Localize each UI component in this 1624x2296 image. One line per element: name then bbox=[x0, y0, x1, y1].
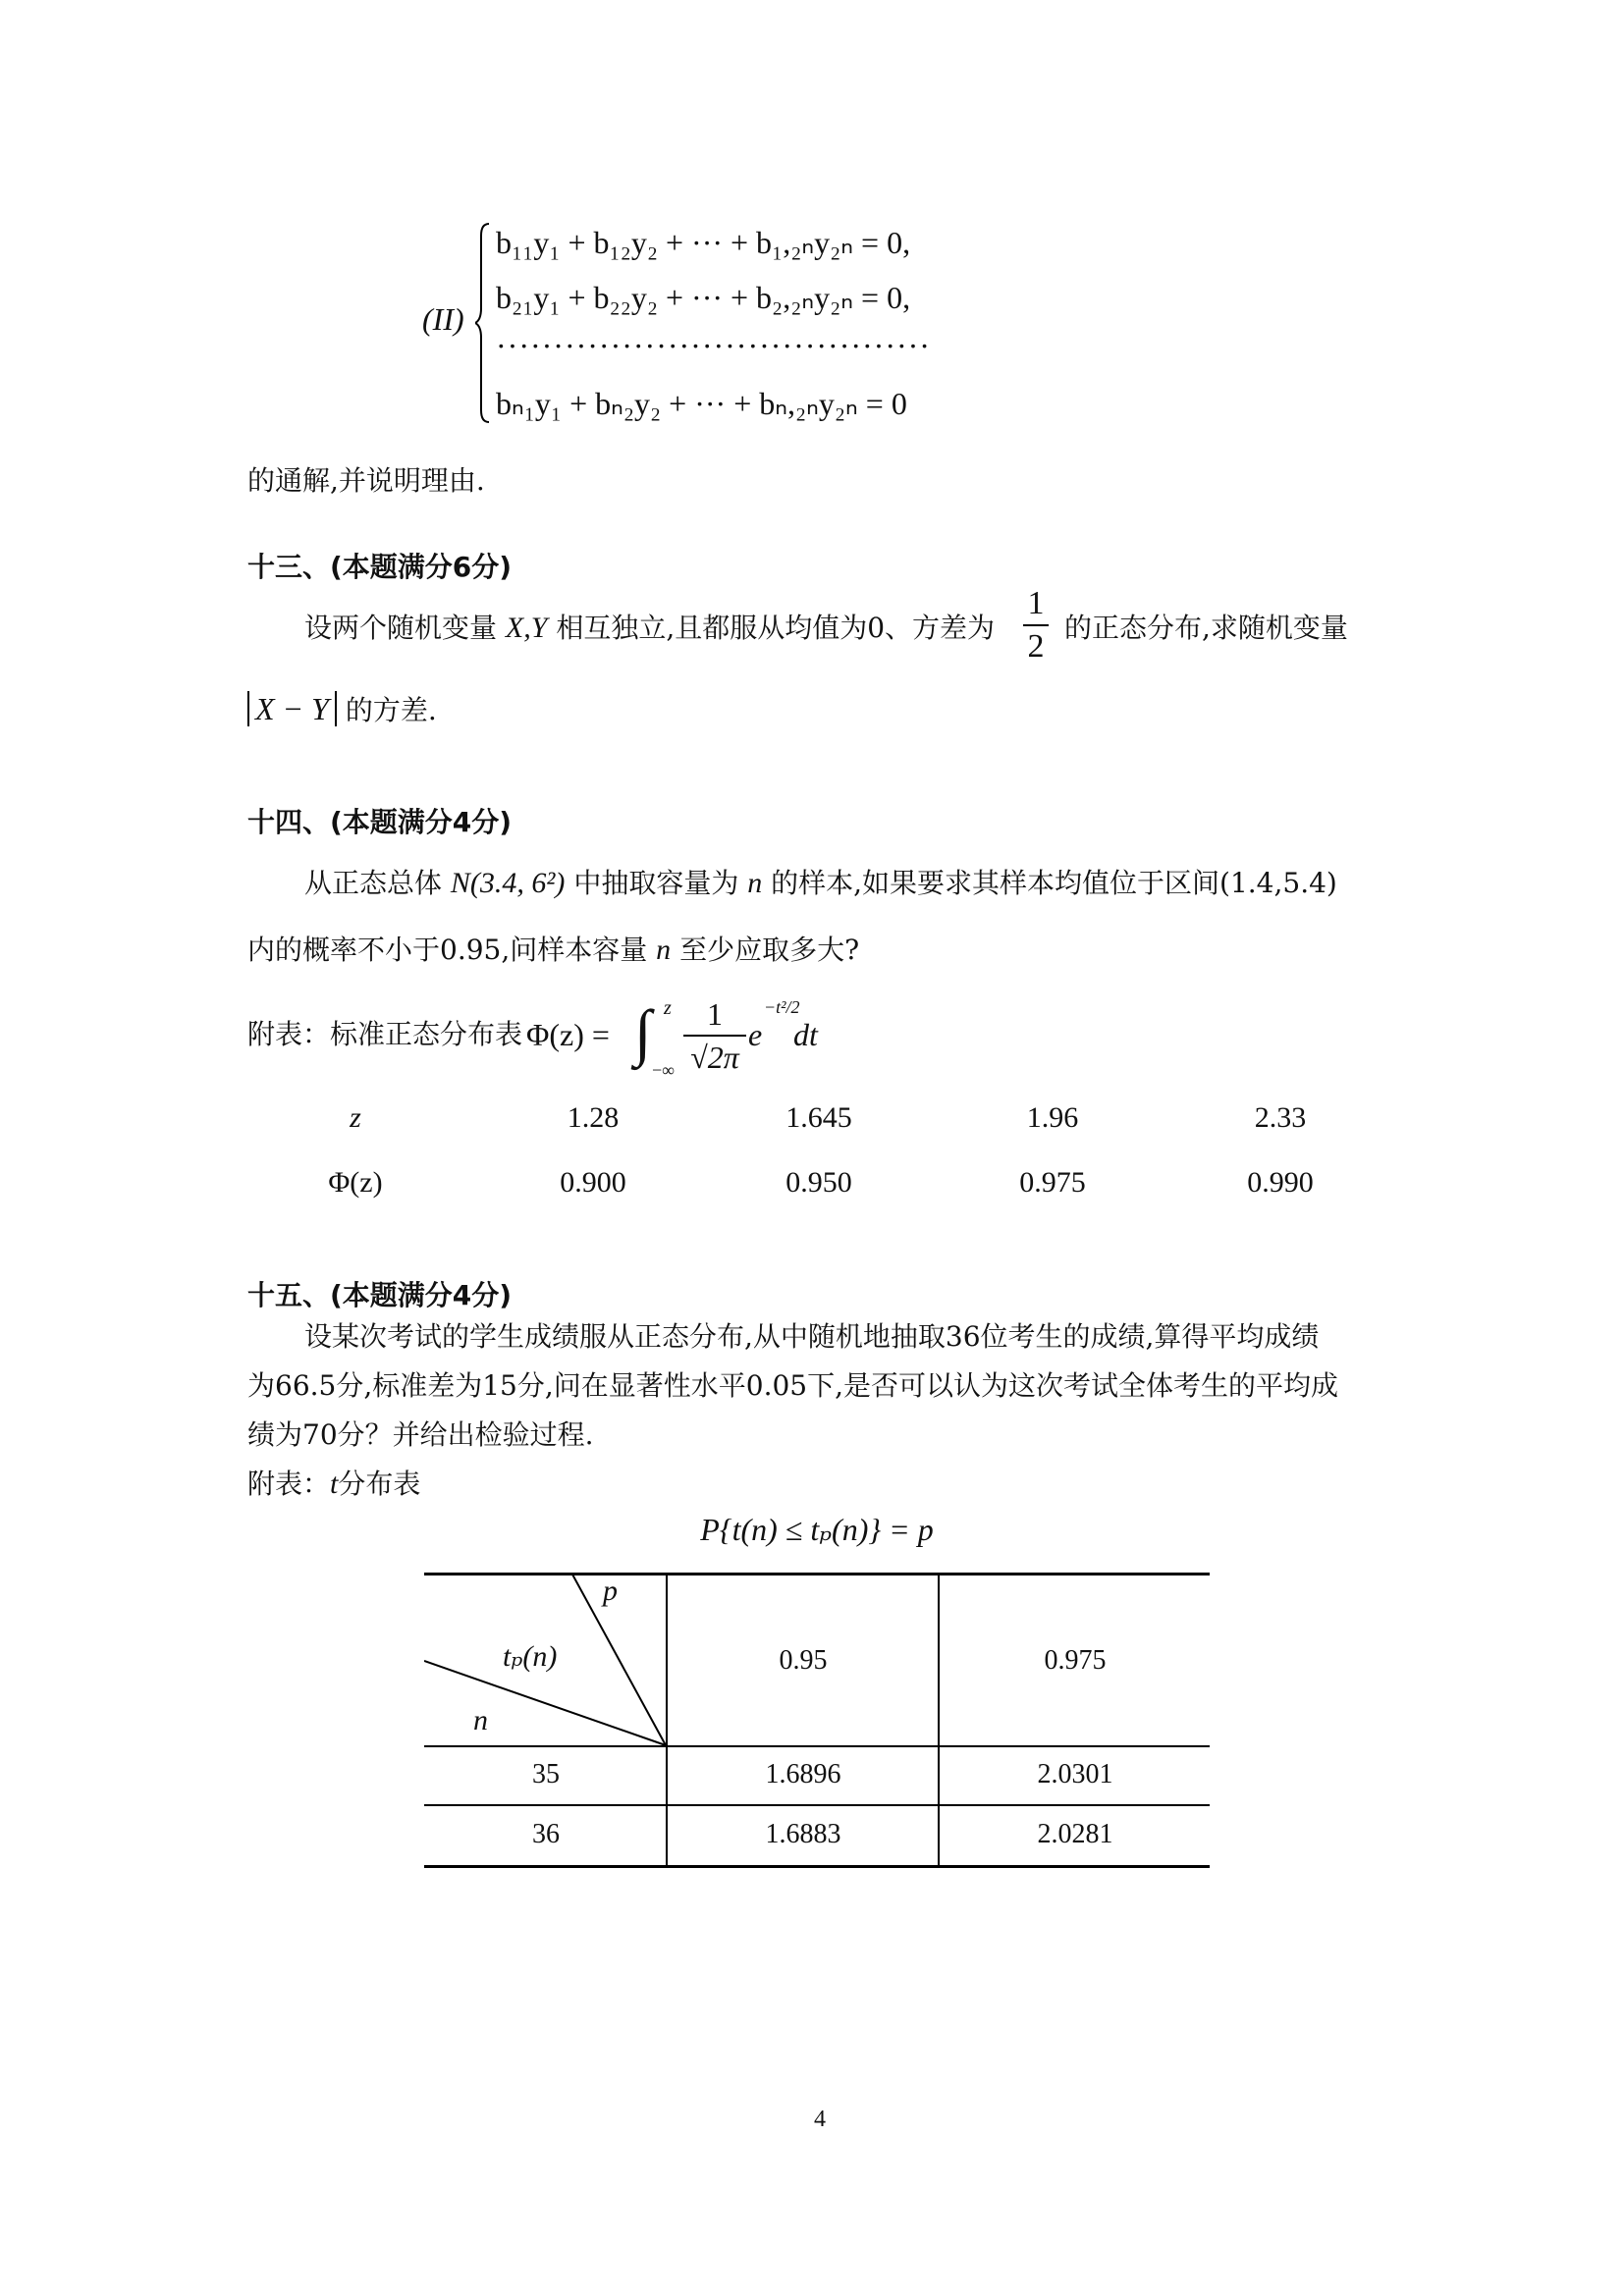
q14-text-a: 从正态总体 bbox=[304, 867, 443, 899]
col-header: 0.975 bbox=[1044, 1645, 1107, 1676]
q13-heading: 十三、(本题满分6分) bbox=[247, 551, 513, 583]
phi-lhs: Φ(z) = bbox=[526, 1017, 610, 1052]
q15-para-line1: 设某次考试的学生成绩服从正态分布,从中随机地抽取36位考生的成绩,算得平均成绩 bbox=[304, 1320, 1320, 1353]
fraction-bar bbox=[1023, 624, 1049, 626]
row-value: 2.0281 bbox=[1037, 1819, 1113, 1849]
formula-frac-den: √2π bbox=[690, 1040, 739, 1075]
z-value: 1.28 bbox=[567, 1101, 620, 1134]
page-number: 4 bbox=[814, 2107, 826, 2132]
q14-text-e: 至少应取多大? bbox=[679, 934, 860, 966]
t-table-caption: P{t(n) ≤ tₚ(n)} = p bbox=[700, 1512, 934, 1547]
formula-dt: dt bbox=[793, 1017, 818, 1052]
q13-frac-den: 2 bbox=[1027, 628, 1045, 665]
q14-n2: n bbox=[656, 934, 672, 966]
system-ellipsis-row: ······································ bbox=[496, 328, 931, 363]
q14-formula-fraction bbox=[683, 995, 746, 1076]
header-n: n bbox=[473, 1704, 488, 1736]
q13-line2 bbox=[247, 689, 437, 730]
row-value: 1.6896 bbox=[765, 1759, 841, 1789]
q14-n: n bbox=[747, 867, 763, 899]
q15-appendix-a: 附表： bbox=[247, 1468, 331, 1500]
integral-upper: z bbox=[664, 997, 672, 1019]
header-tp: tₚ(n) bbox=[503, 1640, 558, 1673]
exp-base: e bbox=[748, 1017, 763, 1052]
q15-para-line2: 为66.5分,标准差为15分,问在显著性水平0.05下,是否可以认为这次考试全体考生的平均成 bbox=[247, 1369, 1339, 1402]
q15-heading: 十五、(本题满分4分) bbox=[247, 1279, 513, 1311]
system-label: (II) bbox=[422, 301, 464, 337]
col-header: 0.95 bbox=[779, 1645, 828, 1676]
row-n: 35 bbox=[532, 1759, 560, 1789]
phi-row-label: Φ(z) bbox=[328, 1166, 383, 1199]
q13-frac-num: 1 bbox=[1027, 585, 1045, 621]
system-after-text: 的通解,并说明理由. bbox=[247, 464, 485, 497]
q14-text-d: 内的概率不小于0.95,问样本容量 bbox=[247, 934, 648, 966]
q13-line1 bbox=[304, 609, 995, 648]
q14-appendix-label: 附表：标准正态分布表 bbox=[247, 1018, 523, 1050]
q14-text-c: 的样本,如果要求其样本均值位于区间(1.4,5.4) bbox=[771, 867, 1337, 899]
row-n: 36 bbox=[532, 1819, 560, 1849]
phi-value: 0.900 bbox=[560, 1166, 626, 1199]
q13-text-d: 的方差. bbox=[345, 694, 437, 726]
table-rule bbox=[424, 1804, 1210, 1806]
q15-para-line3: 绩为70分？并给出检验过程. bbox=[247, 1418, 594, 1451]
z-value: 2.33 bbox=[1254, 1101, 1307, 1134]
row-value: 1.6883 bbox=[765, 1819, 841, 1849]
q13-text-c: 的正态分布,求随机变量 bbox=[1064, 612, 1348, 644]
q14-line2 bbox=[247, 931, 859, 970]
integral-sign: ∫ bbox=[634, 997, 652, 1067]
q15-appendix-t: t bbox=[330, 1468, 339, 1500]
q14-text-b: 中抽取容量为 bbox=[573, 867, 739, 899]
q14-heading: 十四、(本题满分4分) bbox=[247, 806, 513, 838]
q13-abs-expr: X − Y bbox=[247, 691, 337, 726]
q13-text-b: 相互独立,且都服从均值为0、方差为 bbox=[556, 612, 996, 644]
z-value: 1.645 bbox=[785, 1101, 852, 1134]
formula-frac-num: 1 bbox=[707, 996, 723, 1032]
q13-fraction bbox=[1023, 585, 1049, 666]
integral-lower: −∞ bbox=[652, 1060, 675, 1080]
q13-text-a: 设两个随机变量 bbox=[304, 612, 498, 644]
q15-appendix bbox=[247, 1465, 420, 1504]
q14-phi-lhs bbox=[526, 1015, 610, 1054]
z-value: 1.96 bbox=[1026, 1101, 1079, 1134]
system-equation-2: b₂₁y₁ + b₂₂y₂ + ··· + b₂,₂ₙy₂ₙ = 0, bbox=[496, 280, 911, 315]
left-brace bbox=[475, 222, 491, 424]
q14-dist: N(3.4, 6²) bbox=[450, 867, 566, 899]
phi-value: 0.990 bbox=[1247, 1166, 1314, 1199]
table-bottom-rule bbox=[424, 1865, 1210, 1868]
row-value: 2.0301 bbox=[1037, 1759, 1113, 1789]
q14-line1 bbox=[304, 864, 1337, 903]
phi-value: 0.975 bbox=[1019, 1166, 1086, 1199]
exp-power: −t²/2 bbox=[764, 997, 800, 1017]
q13-vars: X,Y bbox=[505, 612, 548, 644]
phi-value: 0.950 bbox=[785, 1166, 852, 1199]
q15-appendix-b: 分布表 bbox=[338, 1468, 421, 1500]
system-equation-1: b₁₁y₁ + b₁₂y₂ + ··· + b₁,₂ₙy₂ₙ = 0, bbox=[496, 225, 911, 260]
table-col-divider bbox=[938, 1573, 940, 1867]
z-row-label: z bbox=[350, 1101, 361, 1134]
header-p: p bbox=[603, 1575, 618, 1607]
fraction-bar bbox=[683, 1035, 746, 1037]
system-equation-n: bₙ₁y₁ + bₙ₂y₂ + ··· + bₙ,₂ₙy₂ₙ = 0 bbox=[496, 386, 907, 421]
